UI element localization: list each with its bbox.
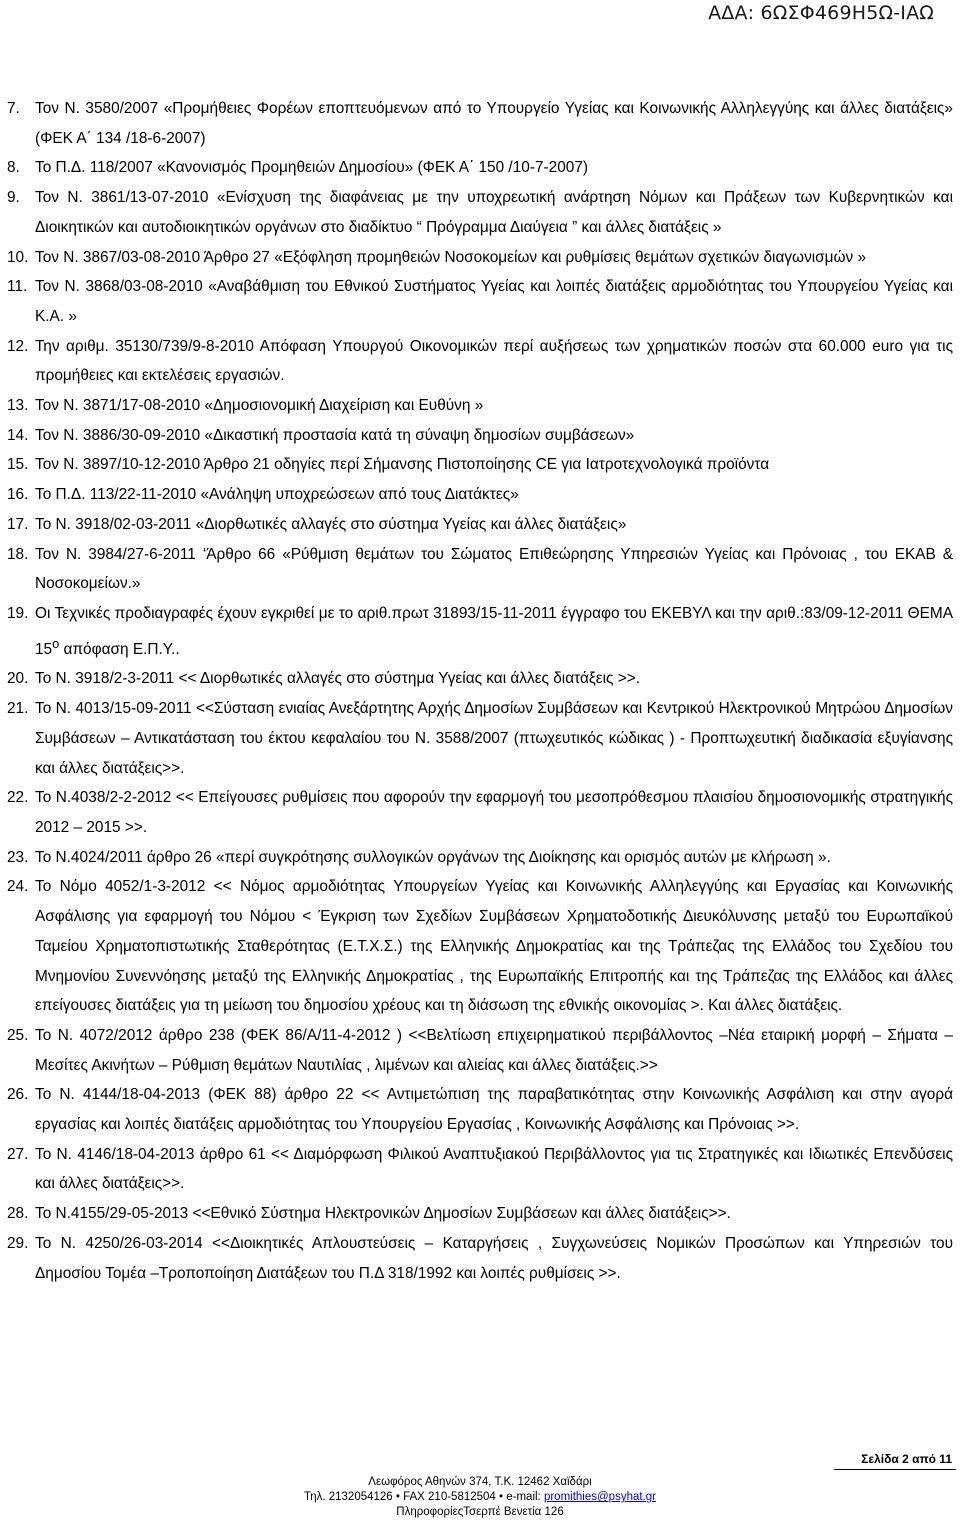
list-item: [7, 1140, 953, 1199]
item-number: 12.: [7, 337, 29, 355]
item-number: 24.: [7, 878, 29, 896]
footer-divider: [834, 1469, 956, 1470]
item-text: Το Ν.4038/2-2-2012 << Επείγουσες ρυθμίσεις που αφορούν την εφαρμογή του μεσοπρόθεσμου πλαισίου δημοσιονομικής στρατηγικής 2012 – 2015 >>.: [35, 789, 953, 836]
item-number: 18.: [7, 545, 29, 563]
list-item: [7, 664, 953, 694]
footer-phone: Τηλ. 2132054126 • FAX 210-5812504 • e-mail:: [304, 1491, 541, 1504]
item-text: Το Ν. 4250/26-03-2014 <<Διοικητικές Απλουστεύσεις – Καταργήσεις , Συγχωνεύσεις Νομικών Προσώπων και Υπηρεσιών του Δημοσίου Τομέα –Τροποποίηση Διατάξεων του Π.Δ 318/1992 και λοιπές ρυθμίσεις >>.: [35, 1234, 953, 1282]
item-number: 27.: [7, 1145, 29, 1163]
list-item: [7, 1080, 953, 1139]
item-text: Τον Ν. 3871/17-08-2010 «Δημοσιονομική Διαχείριση και Ευθύνη »: [35, 397, 484, 415]
list-item: [7, 421, 953, 451]
item-number: 11.: [7, 278, 28, 296]
item-number: 21.: [7, 700, 29, 718]
item-text: Το Νόμο 4052/1-3-2012 << Νόμος αρμοδιότητας Υπουργείων Υγείας και Κοινωνικής Αλληλεγγύης και Εργασίας και Κοινωνικής Ασφάλισης για εφαρμογή του Νόμου < Έγκριση των Σχεδίων Συμβάσεων Χρηματοδοτικής Διευκόλυνσης μεταξύ του Ευρωπαϊκού Ταμείου Χρηματοπιστωτικής Σταθερότητας (Ε.Τ.Χ.Σ.) της Ελληνικής Δημοκρατίας και της Τράπεζας της Ελλάδος του Σχεδίου του Μνημονίου Συνεννόησης μεταξύ της Ελληνικής Δημοκρατίας , της Ευρωπαϊκής Επιτροπής και της Τράπεζας της Ελλάδος και άλλες επείγουσες διατάξεις για τη μείωση του δημοσίου χρέους και τη διάσωση της εθνικής οικονομίας >. Και άλλες διατάξεις.: [35, 878, 953, 1015]
item-text: Το Ν.4024/2011 άρθρο 26 «περί συγκρότησης συλλογικών οργάνων της Διοίκησης και ορισμός αυτών με κλήρωση ».: [35, 848, 831, 866]
item-number: 19.: [7, 604, 29, 622]
item-number: 26.: [7, 1086, 29, 1104]
list-item: [7, 480, 953, 510]
ada-code: ΑΔΑ: 6ΩΣΦ469Η5Ω-ΙΑΩ: [708, 2, 934, 24]
item-number: 9.: [7, 189, 20, 207]
item-number: 28.: [7, 1205, 29, 1223]
list-item: [7, 872, 953, 1021]
item-text: Την αριθμ. 35130/739/9-8-2010 Απόφαση Υπουργού Οικονομικών περί αυξήσεως των χρηματικών ποσών στα 60.000 euro για τις προμήθειες και εκτελέσεις εργασιών.: [35, 337, 953, 385]
item-text: Το Π.Δ. 113/22-11-2010 «Ανάληψη υποχρεώσεων από τους Διατάκτες»: [35, 486, 519, 504]
email-link[interactable]: promithies@psyhat.gr: [543, 1491, 656, 1504]
item-number: 16.: [7, 486, 29, 504]
footer: [0, 1475, 960, 1521]
list-item: [7, 843, 953, 873]
list-item: [7, 783, 953, 842]
item-text: Τον Ν. 3867/03-08-2010 Άρθρο 27 «Εξόφληση προμηθειών Νοσοκομείων και ρυθμίσεις θεμάτων σχετικών διαγωνισμών »: [35, 248, 867, 266]
footer-phone-line: [0, 1490, 960, 1505]
item-number: 8.: [7, 159, 20, 177]
item-text: Το Ν. 4072/2012 άρθρο 238 (ΦΕΚ 86/Α/11-4-2012 ) <<Βελτίωση επιχειρηματικού περιβάλλοντος –Νέα εταιρική μορφή – Σήματα –Μεσίτες Ακινήτων – Ρύθμιση θεμάτων Ναυτιλίας , λιμένων και αλιείας και άλλες διατάξεις.>>: [35, 1026, 953, 1074]
list-item: [7, 1021, 953, 1080]
item-number: 22.: [7, 789, 29, 807]
list-item: [7, 510, 953, 540]
item-text-superscript: ο: [52, 635, 60, 651]
item-text: Τον Ν. 3868/03-08-2010 «Αναβάθμιση του Εθνικού Συστήματος Υγείας και λοιπές διατάξεις αρμοδιότητας του Υπουργείου Υγείας και Κ.Α. »: [35, 278, 953, 325]
list-item: [7, 243, 953, 273]
item-text: Το Ν. 3918/2-3-2011 << Διορθωτικές αλλαγές στο σύστημα Υγείας και άλλες διατάξεις >>.: [35, 670, 641, 688]
item-text: Το Ν.4155/29-05-2013 <<Εθνικό Σύστημα Ηλεκτρονικών Δημοσίων Συμβάσεων και άλλες διατάξεις>>.: [35, 1205, 731, 1223]
item-number: 23.: [7, 848, 29, 866]
item-text-main: Οι Τεχνικές προδιαγραφές έχουν εγκριθεί με το αριθ.πρωτ 31893/15-11-2011 έγγραφο του ΕΚΕΒΥΛ και την αριθ.:83/09-12-2011 ΘΕΜΑ 15: [35, 604, 953, 658]
list-item: [7, 1229, 953, 1288]
footer-address: Λεωφόρος Αθηνών 374, Τ.Κ. 12462 Χαϊδάρι: [368, 1476, 592, 1488]
item-text: [35, 599, 953, 665]
list-item: [7, 1199, 953, 1229]
item-number: 13.: [7, 397, 29, 415]
list-item: [7, 694, 953, 783]
item-text: Τον Ν. 3886/30-09-2010 «Δικαστική προστασία κατά τη σύναψη δημοσίων συμβάσεων»: [35, 426, 635, 444]
item-text: Τον Ν. 3897/10-12-2010 Άρθρο 21 οδηγίες περί Σήμανσης Πιστοποίησης CE για Ιατροτεχνολογικά προϊόντα: [35, 456, 770, 474]
item-number: 7.: [7, 100, 20, 117]
item-number: 14.: [7, 426, 29, 444]
item-text: Τον Ν. 3861/13-07-2010 «Ενίσχυση της διαφάνειας με την υποχρεωτική ανάρτηση Νόμων και Πράξεων των Κυβερνητικών και Διοικητικών και αυτοδιοικητικών οργάνων στο διαδίκτυο “ Πρόγραμμα Διαύγεια ” και άλλες διατάξεις »: [35, 189, 953, 236]
item-number: 17.: [7, 515, 29, 533]
item-number: 10.: [7, 248, 29, 266]
list-item: [7, 94, 953, 153]
footer-contact: ΠληροφορίεςΤσερπέ Βενετία 126: [396, 1506, 564, 1519]
list-item: [7, 183, 953, 242]
item-text: Τον Ν. 3984/27-6-2011 ‘Άρθρο 66 «Ρύθμιση θεμάτων του Σώματος Επιθεώρησης Υπηρεσιών Υγείας και Πρόνοιας , του ΕΚΑΒ & Νοσοκομείων.»: [35, 545, 953, 593]
list-item: [7, 391, 953, 421]
item-text: Το Π.Δ. 118/2007 «Κανονισμός Προμηθειών Δημοσίου» (ΦΕΚ Α΄ 150 /10-7-2007): [35, 159, 589, 177]
item-text: Το Ν. 4013/15-09-2011 <<Σύσταση ενιαίας Ανεξάρτητης Αρχής Δημοσίων Συμβάσεων και Κεντρικού Ηλεκτρονικού Μητρώου Δημοσίων Συμβάσεων – Αντικατάσταση του έκτου κεφαλαίου του Ν. 3588/2007 (πτωχευτικός κώδικας ) - Προπτωχευτική διαδικασία εξυγίανσης και άλλες διατάξεις>>.: [35, 700, 953, 777]
list-item: [7, 272, 953, 331]
item-number: 20.: [7, 670, 29, 688]
item-number: 29.: [7, 1234, 29, 1252]
item-number: 15.: [7, 456, 29, 474]
item-number: 25.: [7, 1026, 29, 1044]
list-item: [7, 450, 953, 480]
item-text: Το Ν. 4144/18-04-2013 (ΦΕΚ 88) άρθρο 22 << Αντιμετώπιση της παραβατικότητας στην Κοινωνικής Ασφάλιση και στην αγορά εργασίας και λοιπές διατάξεις αρμοδιότητας του Υπουργείου Εργασίας , Κοινωνικής Ασφάλισης και Πρόνοιας >>.: [35, 1086, 953, 1134]
list-item: [7, 153, 953, 183]
item-text-tail: απόφαση Ε.Π.Υ..: [59, 640, 180, 658]
item-text: Τον Ν. 3580/2007 «Προμήθειες Φορέων εποπτευόμενων από το Υπουργείο Υγείας και Κοινωνικής Αλληλεγγύης και άλλες διατάξεις» (ΦΕΚ Α΄ 134 /18-6-2007): [35, 100, 953, 147]
list-item: [7, 332, 953, 391]
item-text: Το Ν. 4146/18-04-2013 άρθρο 61 << Διαμόρφωση Φιλικού Αναπτυξιακού Περιβάλλοντος για τις Στρατηγικές και Ιδιωτικές Επενδύσεις και άλλες διατάξεις>>.: [35, 1145, 953, 1193]
page-number: Σελίδα 2 από 11: [861, 1452, 952, 1466]
list-item: [7, 599, 953, 665]
list-item: [7, 540, 953, 599]
legislation-list: [7, 94, 953, 1288]
item-text: Το Ν. 3918/02-03-2011 «Διορθωτικές αλλαγές στο σύστημα Υγείας και άλλες διατάξεις»: [35, 515, 627, 533]
